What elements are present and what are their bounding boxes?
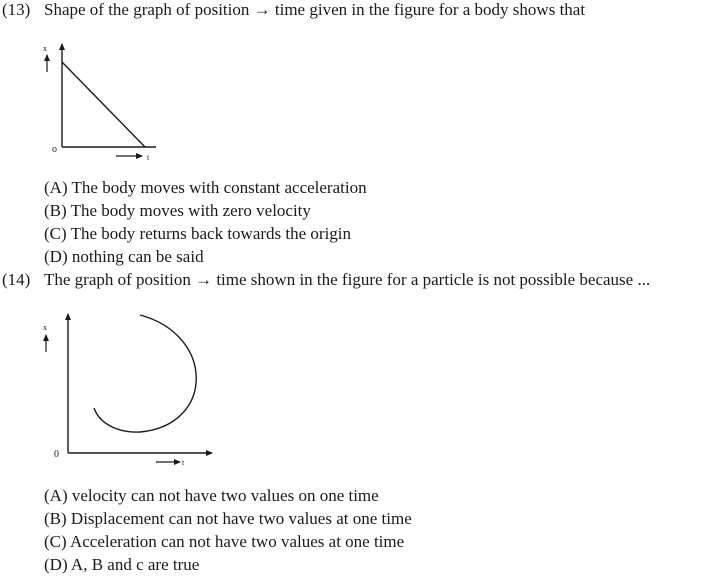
question-text: The graph of position → time shown in the figure for a particle is not possible because ... [44,270,651,289]
figure-14 [43,314,212,467]
option-c: (C) The body returns back towards the origin [44,224,352,243]
x-axis-label: t [147,153,150,162]
option-d: (D) A, B and c are true [44,555,200,574]
option-d: (D) nothing can be said [44,247,204,266]
origin-label: o [52,144,57,155]
option-a: (A) velocity can not have two values on one time [44,486,379,505]
figure-13 [43,44,156,162]
option-c: (C) Acceleration can not have two values at one time [44,532,405,551]
y-axis-label: x [43,323,47,332]
question-text: Shape of the graph of position → time given in the figure for a body shows that [44,0,586,19]
curve [94,315,196,432]
y-axis-label: x [43,44,47,53]
origin-label: 0 [54,449,59,460]
question-number: (14) [2,270,31,289]
option-a: (A) The body moves with constant acceleration [44,178,367,197]
position-line [62,62,145,147]
x-axis-label: t [182,458,185,467]
option-b: (B) Displacement can not have two values at one time [44,509,412,528]
question-number: (13) [2,0,31,19]
option-b: (B) The body moves with zero velocity [44,201,311,220]
